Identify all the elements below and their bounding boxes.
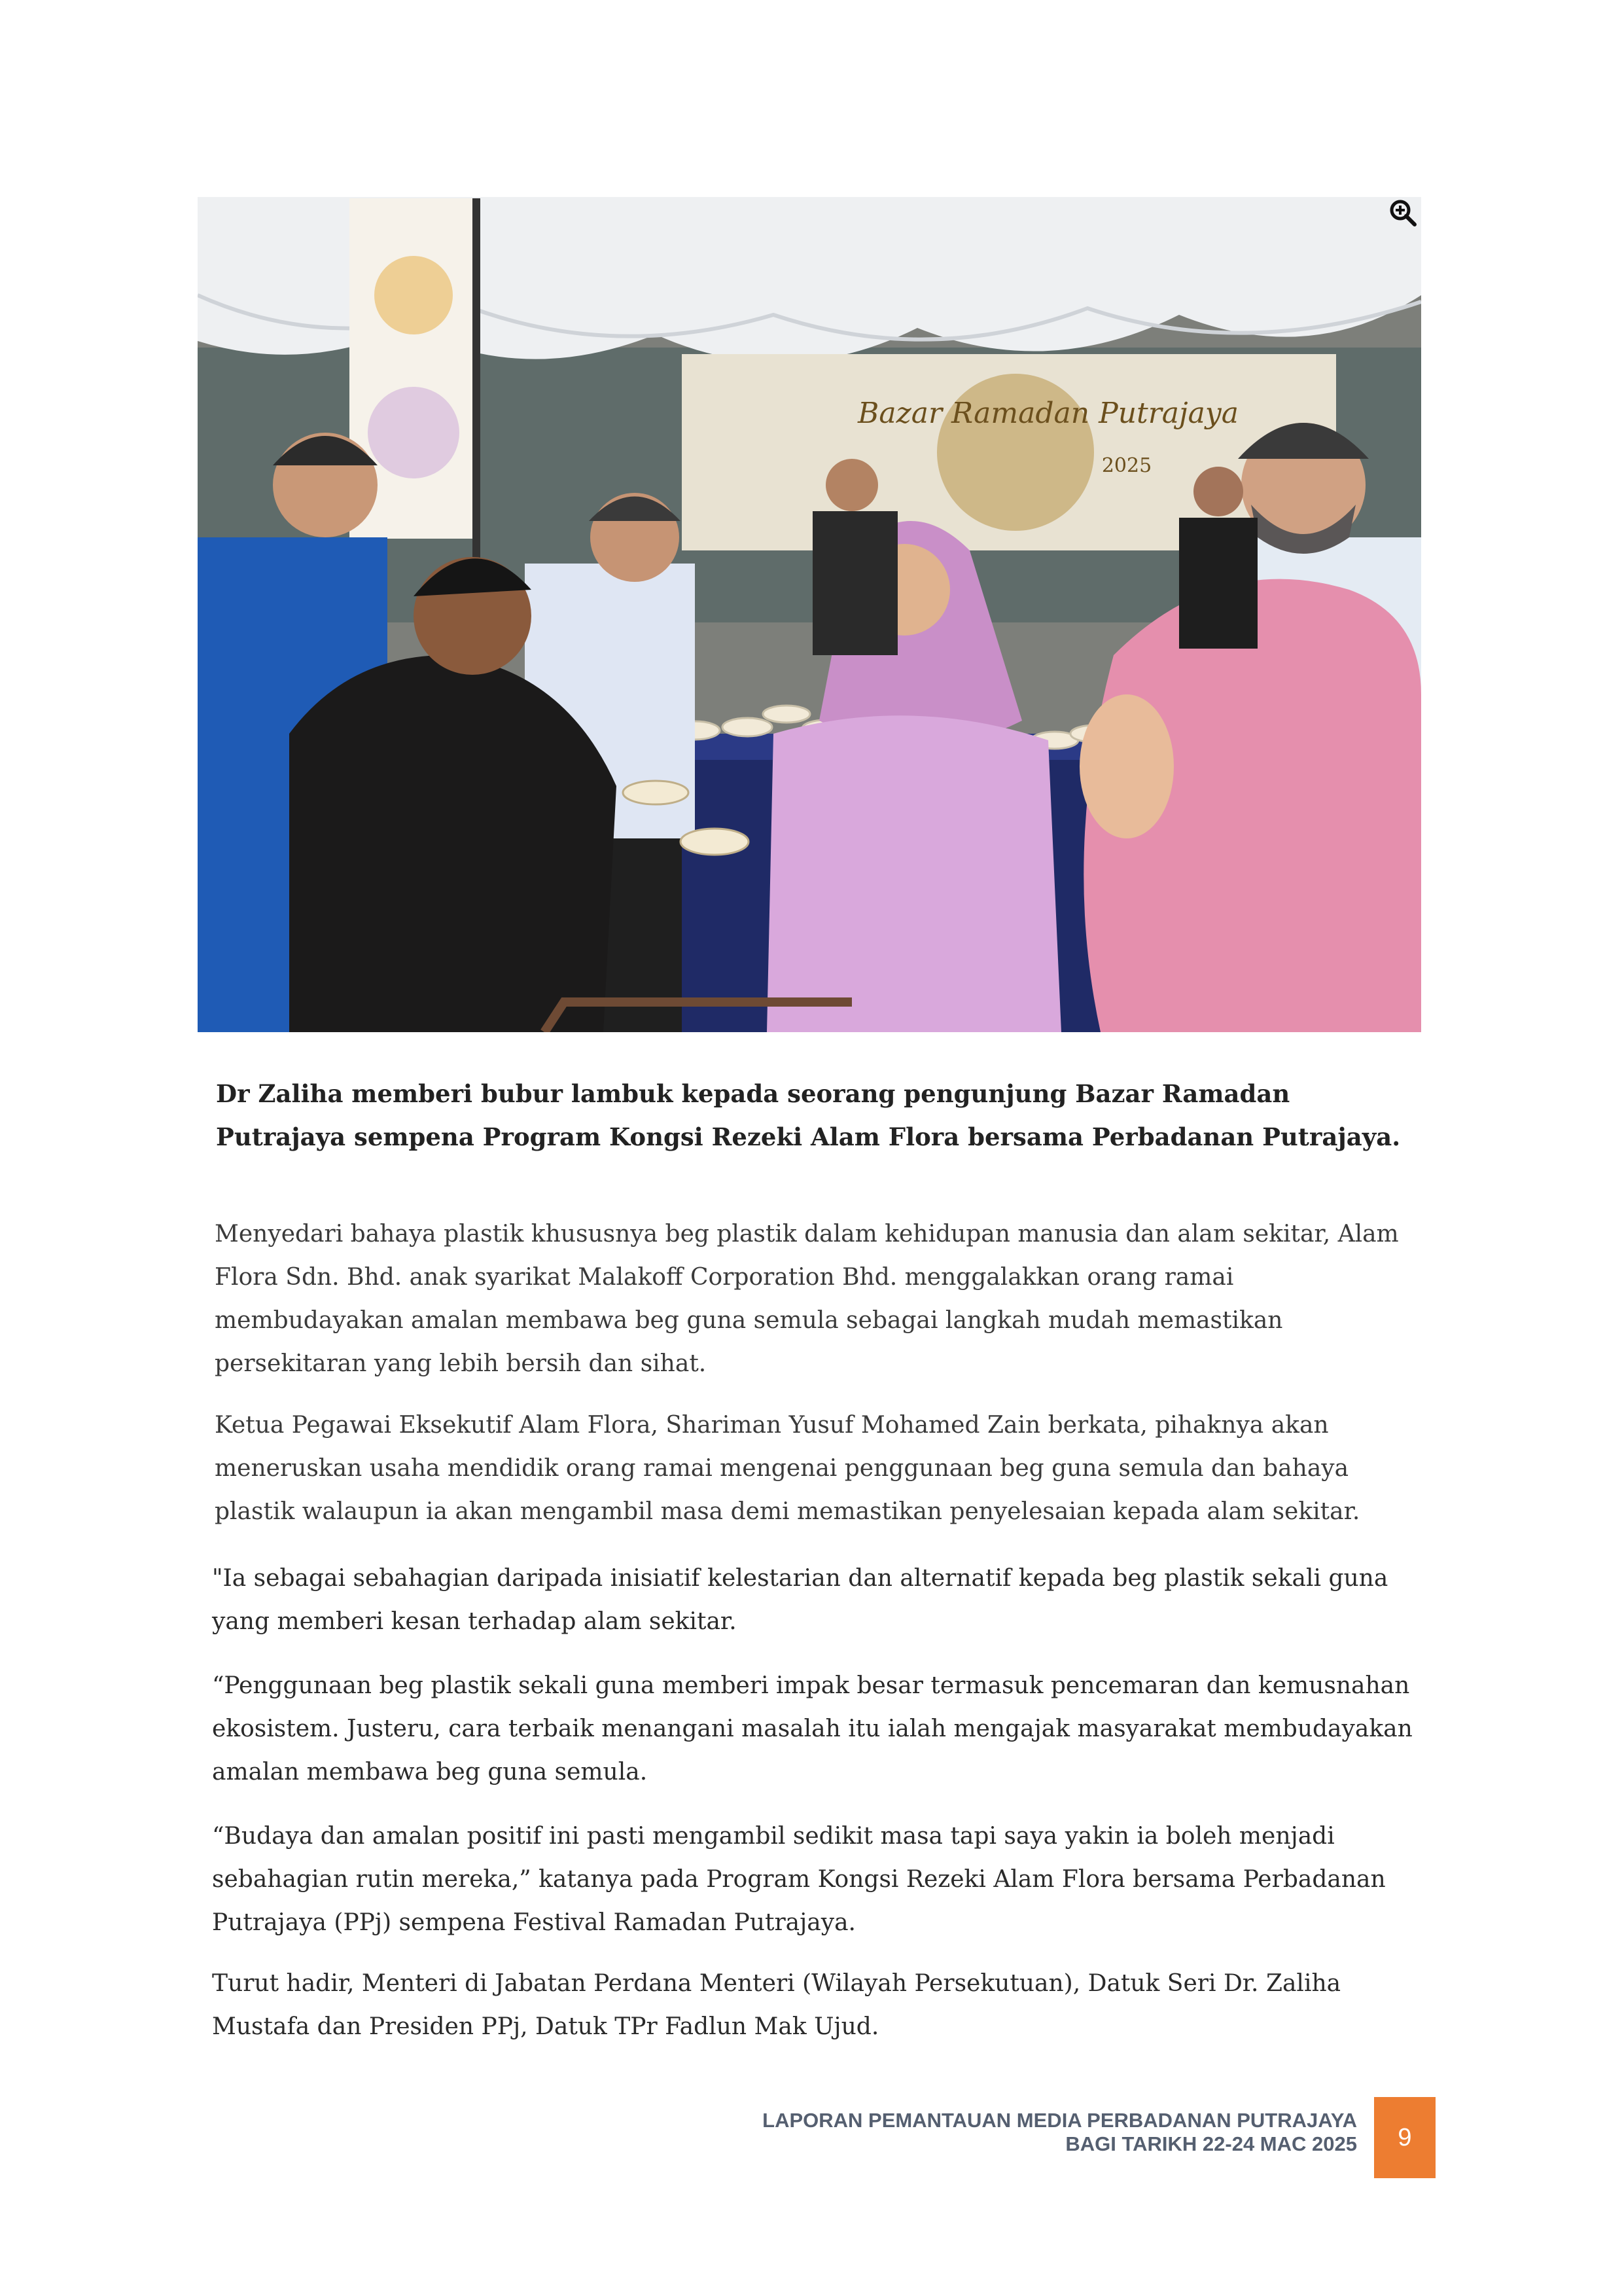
article-paragraph-1: Menyedari bahaya plastik khususnya beg plastik dalam kehidupan manusia dan alam sekitar, Alam Flora Sdn. Bhd. anak syarikat Malakoff Corporation Bhd. menggalakkan orang ramai membudayakan amalan membawa beg guna semula sebagai langkah mudah memastikan persekitaran yang lebih bersih dan sihat. [215, 1221, 1399, 1377]
news-photo [198, 197, 1421, 1032]
article-paragraph-4: “Penggunaan beg plastik sekali guna memberi impak besar termasuk pencemaran dan kemusnahan ekosistem. Justeru, cara terbaik menangani masalah itu ialah mengajak masyarakat membudayakan amalan membawa beg guna semula. [212, 1672, 1413, 1785]
banner-title: Bazar Ramadan Putrajaya [858, 397, 1239, 430]
footer-date: BAGI TARIKH 22-24 MAC 2025 [1065, 2132, 1357, 2155]
article-paragraph-6: Turut hadir, Menteri di Jabatan Perdana Menteri (Wilayah Persekutuan), Datuk Seri Dr. Zaliha Mustafa dan Presiden PPj, Datuk TPr Fadlun Mak Ujud. [212, 1970, 1341, 2040]
photo-caption: Dr Zaliha memberi bubur lambuk kepada seorang pengunjung Bazar Ramadan Putrajaya sempena Program Kongsi Rezeki Alam Flora bersama Perbadanan Putrajaya. [216, 1079, 1401, 1151]
article-paragraph-3: "Ia sebagai sebahagian daripada inisiatif kelestarian dan alternatif kepada beg plastik sekali guna yang memberi kesan terhadap alam sekitar. [212, 1565, 1388, 1635]
page-number: 9 [1374, 2097, 1436, 2178]
article-paragraph-5: “Budaya dan amalan positif ini pasti mengambil sedikit masa tapi saya yakin ia boleh menjadi sebahagian rutin mereka,” katanya pada Program Kongsi Rezeki Alam Flora bersama Perbadanan Putrajaya (PPj) sempena Festival Ramadan Putrajaya. [212, 1823, 1386, 1936]
zoom-in-icon[interactable] [1387, 197, 1419, 228]
banner-year: 2025 [1101, 454, 1152, 477]
article-paragraph-2: Ketua Pegawai Eksekutif Alam Flora, Shariman Yusuf Mohamed Zain berkata, pihaknya akan meneruskan usaha mendidik orang ramai mengenai penggunaan beg guna semula dan bahaya plastik walaupun ia akan mengambil masa demi memastikan penyelesaian kepada alam sekitar. [215, 1412, 1360, 1525]
report-footer [762, 2109, 1357, 2156]
footer-title: LAPORAN PEMANTAUAN MEDIA PERBADANAN PUTRAJAYA [762, 2109, 1357, 2132]
photo-scene [198, 197, 1421, 1032]
